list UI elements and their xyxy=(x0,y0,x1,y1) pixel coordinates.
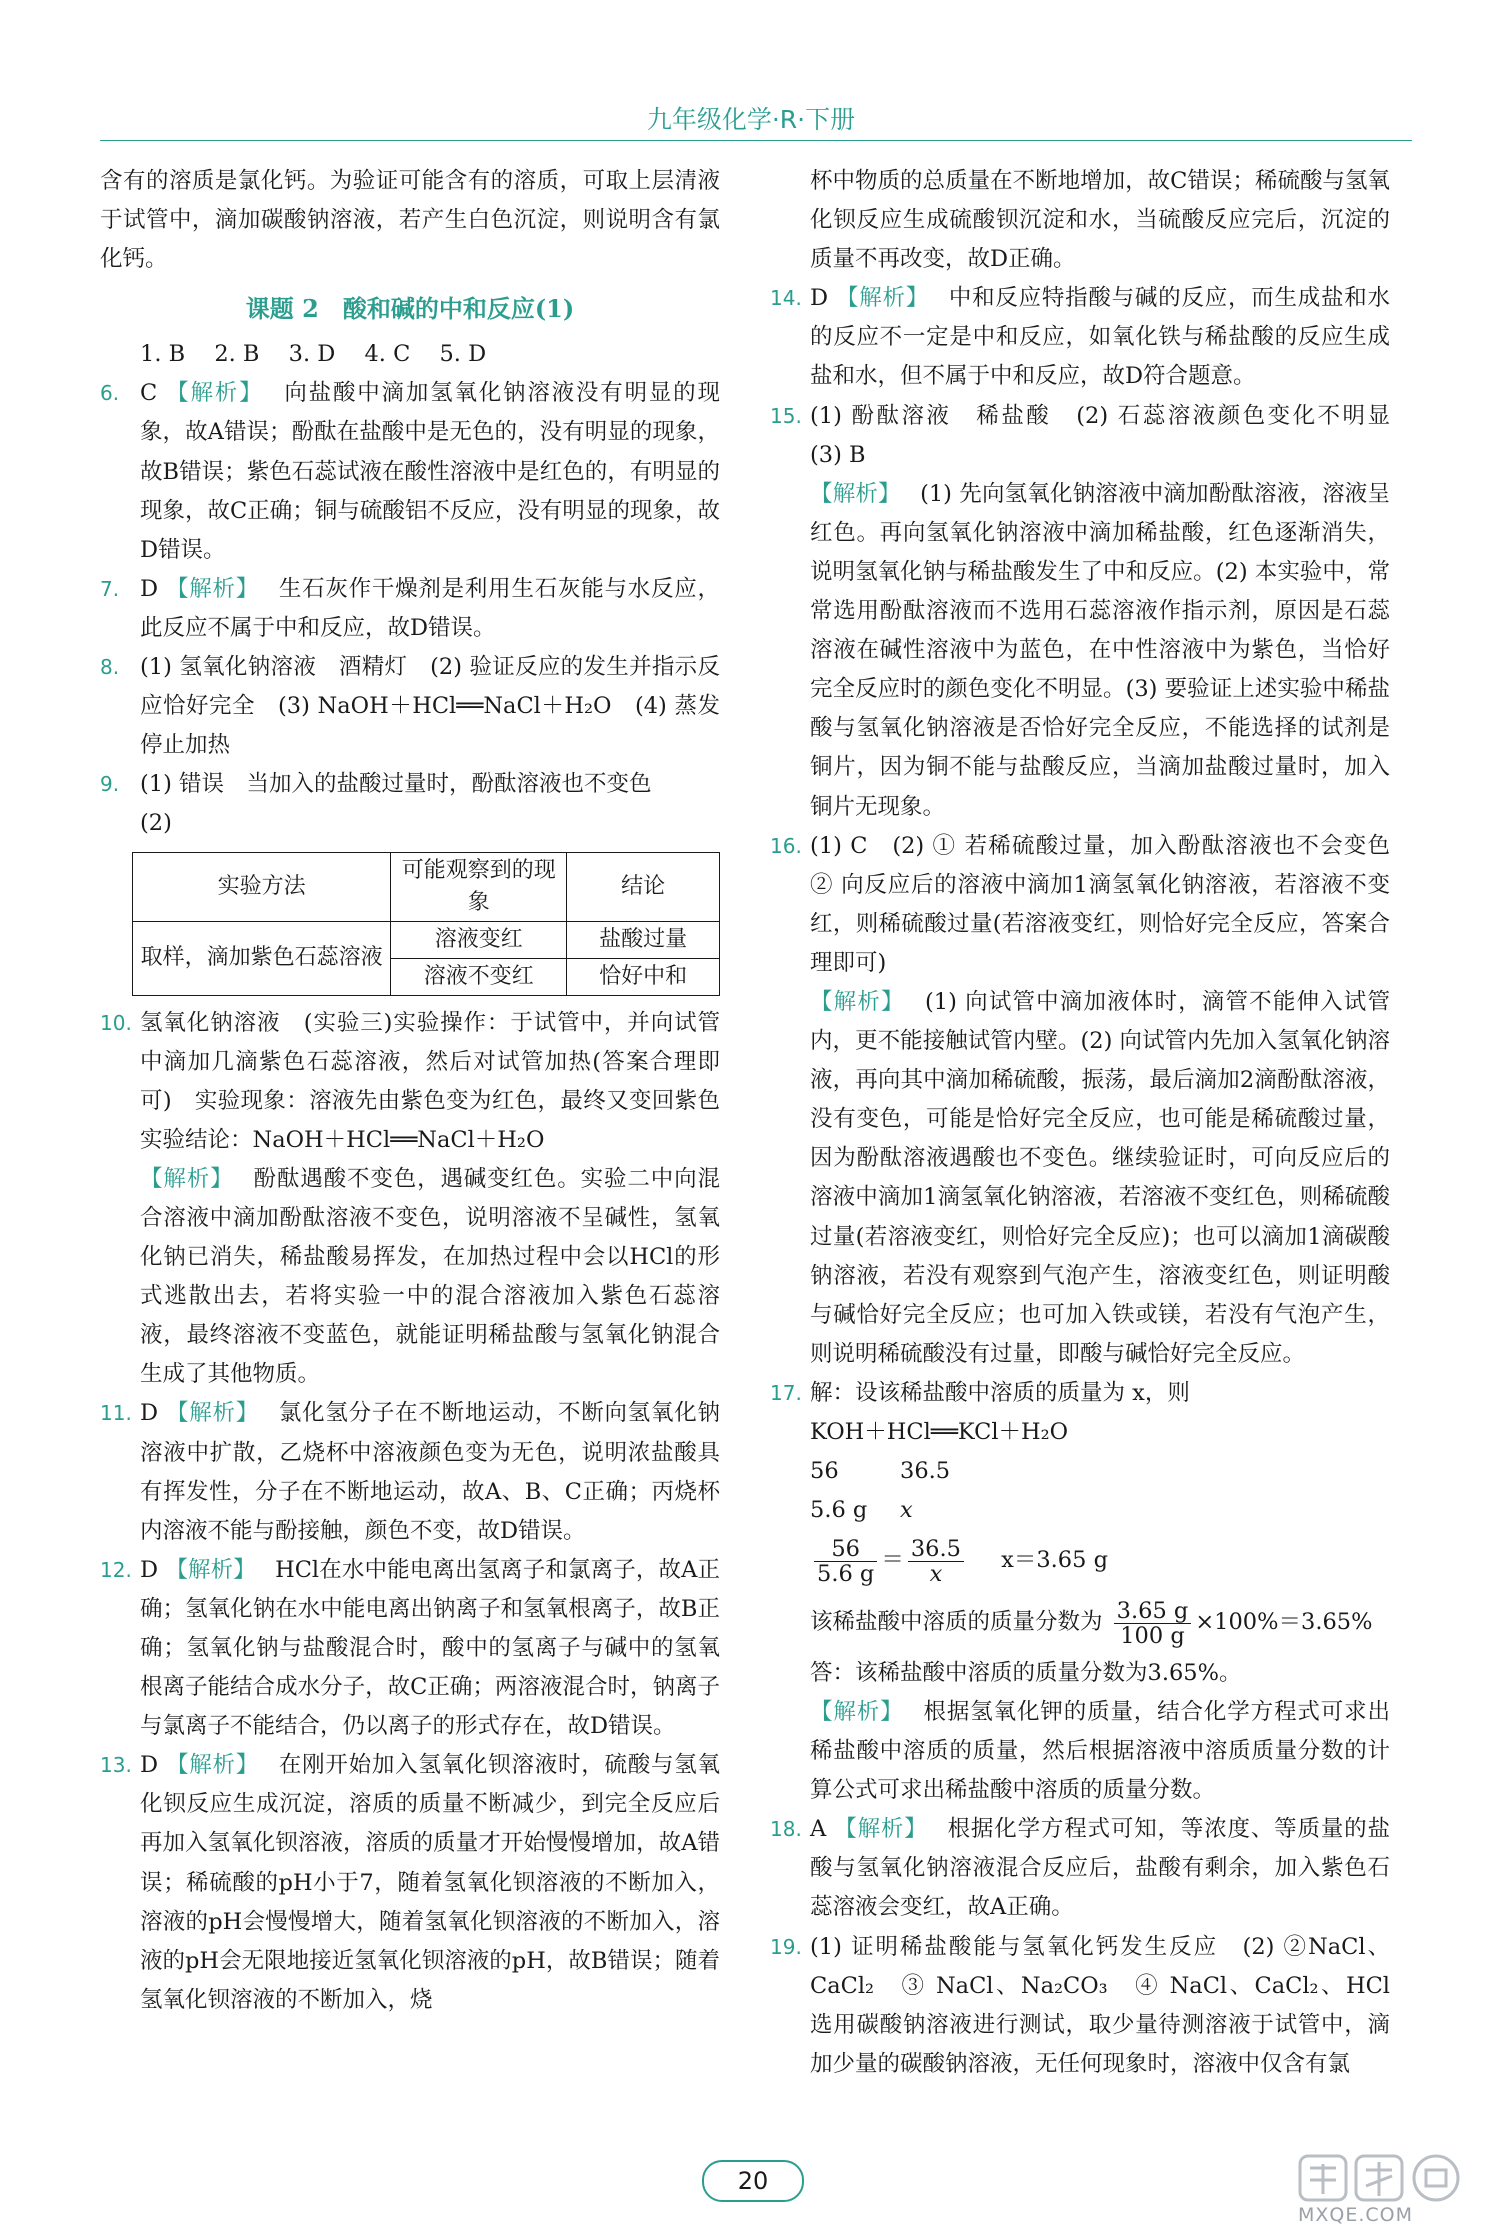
analysis-tag: 【 解析 】 xyxy=(140,1166,233,1192)
analysis-tag: 【 解析 】 xyxy=(834,1816,927,1842)
question-14: 14. D 【 解析 】 中和反应特指酸与碱的反应，而生成盐和水的反应不一定是中和反应，如氧化铁与稀盐酸的反应生成盐和水，但不属于中和反应，故D符合题意。 xyxy=(770,279,1390,396)
question-11: 11. D 【 解析 】 氯化氢分子在不断地运动，不断向氢氧化钠溶液中扩散，乙烧杯中溶液颜色变为无色，说明浓盐酸具有挥发性，分子在不断地运动，故A、B、C正确；丙烧杯内溶液不能与酚接触，颜色不变，故D错误。 xyxy=(100,1394,720,1550)
table-cell: 恰好中和 xyxy=(567,958,720,995)
question-number: 8. xyxy=(100,655,120,680)
analysis-paragraph: 【 解析 】 根据氢氧化钾的质量，结合化学方程式可求出稀盐酸中溶质的质量，然后根据溶液中溶质质量分数的计算公式可求出稀盐酸中溶质的质量分数。 xyxy=(810,1693,1390,1810)
left-column xyxy=(100,162,743,2020)
question-number: 16. xyxy=(770,833,802,858)
proportion-equation: $\frac{56}{5.6 g}$ ＝ $\frac{36.5}{x}$ x＝3.65 g xyxy=(810,1530,1390,1590)
question-number: 12. xyxy=(100,1557,132,1582)
question-10: 10. 氢氧化钠溶液 (实验三)实验操作：于试管中，并向试管中滴加几滴紫色石蕊溶液，然后对试管加热(答案合理即可) 实验现象：溶液先由紫色变为红色，最终又变回紫色 实验结论：NaOH＋HCl══NaCl＋H₂O 【 解析 】 酚酞遇酸不变色，遇碱变红色。实验二中向混合溶液中滴加酚酞溶液不变色，说明溶液不呈碱性，氢氧化钠已消失，稀盐酸易挥发，在加热过程中会以HCl的形式逃散出去，若将实验一中的混合溶液加入紫色石蕊溶液，最终溶液不变蓝色，就能证明稀盐酸与氢氧化钠混合生成了其他物质。 xyxy=(100,1004,720,1395)
mass-fraction: 该稀盐酸中溶质的质量分数为 $\frac{3.65 g}{100 g}$ ×100%＝3.65% xyxy=(810,1597,1373,1649)
question-number: 19. xyxy=(770,1934,802,1959)
analysis-tag: 【 解析 】 xyxy=(810,481,901,507)
table-header: 可能观察到的现象 xyxy=(391,852,567,921)
analysis-tag: 【 解析 】 xyxy=(166,576,259,602)
question-18: 18. A 【 解析 】 根据化学方程式可知，等浓度、等质量的盐酸与氢氧化钠溶液混合反应后，盐酸有剩余，加入紫色石蕊溶液会变红，故A正确。 xyxy=(770,1810,1390,1927)
question-number: 6. xyxy=(100,381,120,406)
question-6: 6. C 【 解析 】 向盐酸中滴加氢氧化钠溶液没有明显的现象，故A错误；酚酞在盐酸中是无色的，没有明显的现象，故B错误；紫色石蕊试液在酸性溶液中是红色的，有明显的现象，故C正确；铜与硫酸铝不反应，没有明显的现象，故D错误。 xyxy=(100,374,720,569)
final-answer: 答：该稀盐酸中溶质的质量分数为3.65%。 xyxy=(810,1660,1242,1686)
question-13-continued: 杯中物质的总质量在不断地增加，故C错误；稀硫酸与氢氧化钡反应生成硫酸钡沉淀和水，当硫酸反应完后，沉淀的质量不再改变，故D正确。 xyxy=(810,168,1390,273)
table-cell: 取样，滴加紫色石蕊溶液 xyxy=(133,921,391,995)
running-header: 九年级化学·R·下册 xyxy=(646,105,856,134)
analysis-tag: 【 解析 】 xyxy=(166,380,263,406)
question-number: 13. xyxy=(100,1753,132,1778)
table-cell: 溶液不变红 xyxy=(391,958,567,995)
analysis-tag: 【 解析 】 xyxy=(165,1557,255,1583)
question-number: 9. xyxy=(100,772,120,797)
question-number: 15. xyxy=(770,403,802,428)
question-16: 16. (1) C (2) ① 若稀硫酸过量，加入酚酞溶液也不会变色 ② 向反应后的溶液中滴加1滴氢氧化钠溶液，若溶液不变红，则稀硫酸过量(若溶液变红，则恰好完全反应，答案合理即可) 【 解析 】 (1) 向试管中滴加液体时，滴管不能伸入试管内，更不能接触试管内壁。(2) 向试管内先加入氢氧化钠溶液，再向其中滴加稀硫酸，振荡，最后滴加2滴酚酞溶液，没有变色，可能是恰好完全反应，也可能是稀硫酸过量，因为酚酞溶液遇酸也不变色。继续验证时，可向反应后的溶液中滴加1滴氢氧化钠溶液，若溶液不变红色，则稀硫酸过量(若溶液变红，则恰好完全反应)；也可以滴加1滴碳酸钠溶液，若没有观察到气泡产生，溶液变红色，则证明酸与碱恰好完全反应；也可加入铁或镁，若没有气泡产生，则说明稀硫酸没有过量，即酸与碱恰好完全反应。 xyxy=(770,827,1390,1374)
analysis-tag: 【 解析 】 xyxy=(166,1752,259,1778)
table-header: 结论 xyxy=(567,852,720,921)
question-7: 7. D 【 解析 】 生石灰作干燥剂是利用生石灰能与水反应，此反应不属于中和反应，故D错误。 xyxy=(100,570,720,648)
question-8: 8. (1) 氢氧化钠溶液 酒精灯 (2) 验证反应的发生并指示反应恰好完全 (3) NaOH＋HCl══NaCl＋H₂O (4) 蒸发 停止加热 xyxy=(100,648,720,765)
watermark-text: MXQE.COM xyxy=(1298,2204,1414,2226)
question-number: 11. xyxy=(100,1401,132,1426)
table-cell: 溶液变红 xyxy=(391,921,567,958)
question-number: 17. xyxy=(770,1380,802,1405)
question-number: 7. xyxy=(100,576,120,601)
question-9: 9. (1) 错误 当加入的盐酸过量时，酚酞溶液也不变色 (2) xyxy=(100,765,720,843)
analysis-tag: 【 解析 】 xyxy=(810,989,905,1015)
section-title: 课题 2 酸和碱的中和反应(1) xyxy=(245,294,575,324)
question-13: 13. D 【 解析 】 在刚开始加入氢氧化钡溶液时，硫酸与氢氧化钡反应生成沉淀，溶质的质量不断减少，到完全反应后再加入氢氧化钡溶液，溶质的质量才开始慢慢增加，故A错误；稀硫酸的pH小于7，随着氢氧化钡溶液的不断加入，溶液的pH会慢慢增大，随着氢氧化钡溶液的不断加入，溶液的pH会无限地接近氢氧化钡溶液的pH，故B错误；随着氢氧化钡溶液的不断加入，烧 xyxy=(100,1746,720,2020)
question-17: 17. 解：设该稀盐酸中溶质的质量为 x，则 xyxy=(770,1374,1390,1413)
ratio-row: 56 36.5 xyxy=(810,1458,951,1484)
question-number: 10. xyxy=(100,1010,132,1035)
analysis-tag: 【 解析 】 xyxy=(810,1699,903,1725)
right-column xyxy=(770,162,1413,2084)
calculation-block xyxy=(770,1413,1390,1810)
analysis-tag: 【 解析 】 xyxy=(836,285,929,311)
chemical-equation: KOH＋HCl══KCl＋H₂O xyxy=(810,1419,1069,1445)
question-12: 12. D 【 解析 】 HCl在水中能电离出氢离子和氯离子，故A正确；氢氧化钠在水中能电离出钠离子和氢氧根离子，故B正确；氢氧化钠与盐酸混合时，酸中的氢离子与碱中的氢氧根离子能结合成水分子，故C正确；两溶液混合时，钠离子与氯离子不能结合，仍以离子的形式存在，故D错误。 xyxy=(100,1551,720,1746)
answers-1-5: 1. B 2. B 3. D 4. C 5. D xyxy=(140,341,487,368)
question-number: 14. xyxy=(770,286,802,311)
question-number: 18. xyxy=(770,1817,802,1842)
page-number: 20 xyxy=(702,2160,804,2202)
table-cell: 盐酸过量 xyxy=(567,921,720,958)
question-15: 15. (1) 酚酞溶液 稀盐酸 (2) 石蕊溶液颜色变化不明显 (3) B 【 解析 】 (1) 先向氢氧化钠溶液中滴加酚酞溶液，溶液呈红色。再向氢氧化钠溶液中滴加稀盐酸，红色逐渐消失，说明氢氧化钠与稀盐酸发生了中和反应。(2) 本实验中，常常选用酚酞溶液而不选用石蕊溶液作指示剂，原因是石蕊溶液在碱性溶液中为蓝色，在中性溶液中为紫色，当恰好完全反应时的颜色变化不明显。(3) 要验证上述实验中稀盐酸与氢氧化钠溶液是否恰好完全反应，不能选择的试剂是铜片，因为铜不能与盐酸反应，当滴加盐酸过量时，加入铜片无现象。 xyxy=(770,397,1390,827)
question-19: 19. (1) 证明稀盐酸能与氢氧化钙发生反应 (2) ②NaCl、CaCl₂ ③ NaCl、Na₂CO₃ ④ NaCl、CaCl₂、HCl 选用碳酸钠溶液进行测试，取少量待测溶液于试管中，滴加少量的碳酸钠溶液，无任何现象时，溶液中仅含有氯 xyxy=(770,1928,1390,2084)
table-header: 实验方法 xyxy=(133,852,391,921)
experiment-table xyxy=(132,852,720,996)
carryover-paragraph: 含有的溶质是氯化钙。为验证可能含有的溶质，可取上层清液于试管中，滴加碳酸钠溶液，若产生白色沉淀，则说明含有氯化钙。 xyxy=(100,168,720,273)
header-divider xyxy=(100,140,1412,141)
ratio-row: 5.6 g x xyxy=(810,1497,913,1523)
analysis-tag: 【 解析 】 xyxy=(166,1400,259,1426)
